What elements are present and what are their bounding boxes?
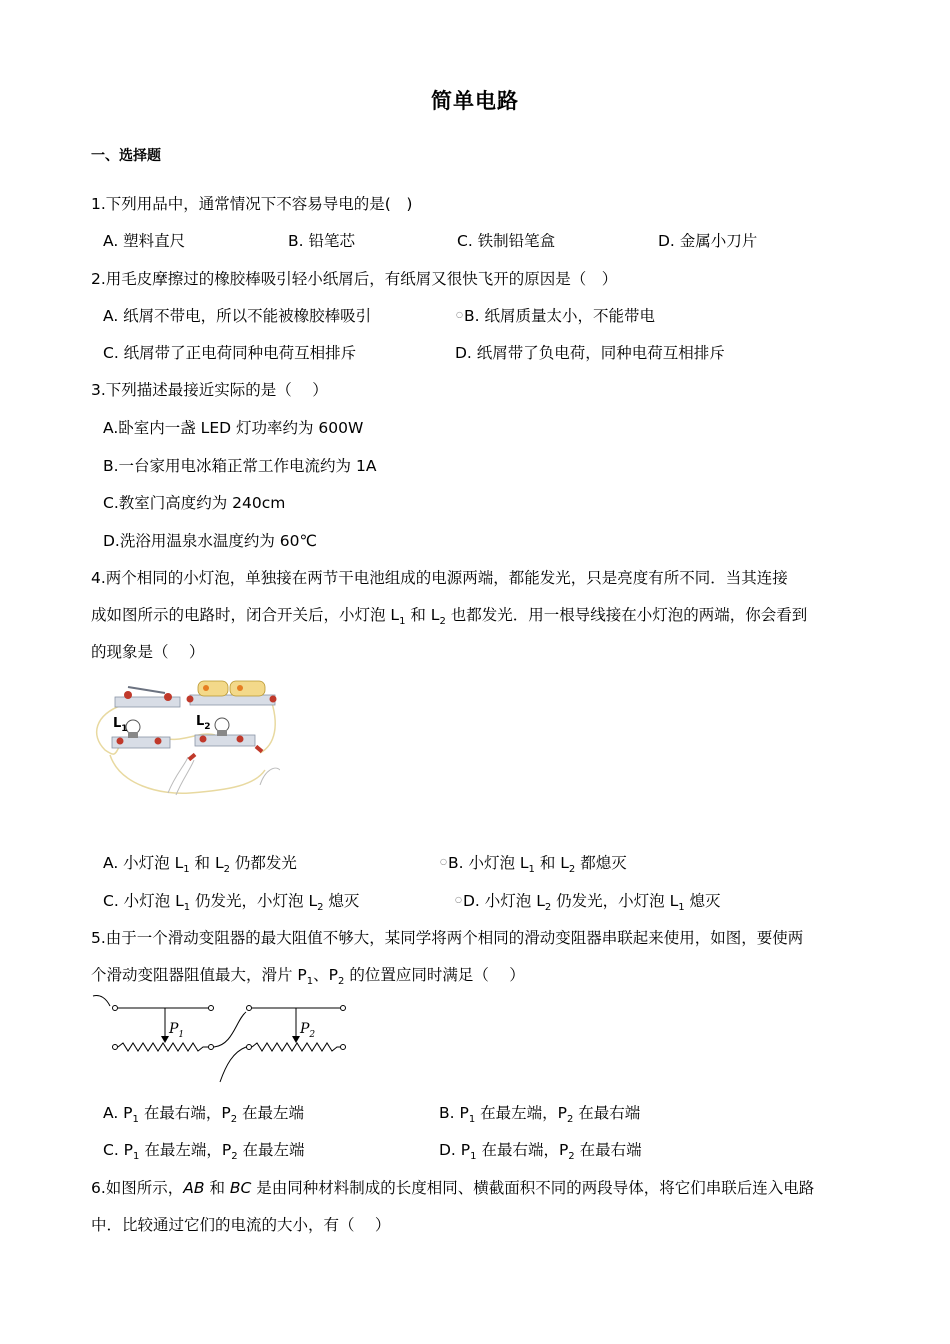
question-2-stem: 2.用毛皮摩擦过的橡胶棒吸引轻小纸屑后，有纸屑又很快飞开的原因是（ ） — [91, 270, 618, 288]
q6-and: 和 — [204, 1179, 230, 1197]
q4-b-mid: 和 L — [534, 854, 569, 872]
q6-ab: AB — [183, 1179, 205, 1197]
subscript: 1 — [678, 902, 685, 913]
q3-option-c: C.教室门高度约为 240cm — [103, 494, 286, 512]
q6-line1-post: 是由同种材料制成的长度相同、横截面积不同的两段导体，将它们串联后连入电路 — [251, 1179, 815, 1197]
fig-l2-sub: 2 — [204, 722, 211, 732]
subscript: 2 — [568, 1151, 575, 1162]
subscript: 2 — [338, 976, 345, 987]
fig-p2-letter: P — [300, 1021, 310, 1037]
q1-option-c: C. 铁制铅笔盒 — [457, 232, 556, 250]
fig-label-p2 — [299, 1021, 315, 1040]
q3-option-d: D.洗浴用温泉水温度约为 60℃ — [103, 532, 317, 550]
fig-l1-sub: 1 — [121, 724, 128, 734]
subscript: 2 — [231, 1151, 238, 1162]
q4-c-post: 熄灭 — [323, 892, 360, 910]
bullet-dot-icon: ○ — [440, 857, 447, 866]
q4-b-pre: B. 小灯泡 L — [447, 854, 529, 872]
q5-option-c — [103, 1138, 305, 1162]
q6-line1-pre: 6.如图所示， — [91, 1179, 184, 1197]
bullet-dot-icon: ○ — [456, 310, 463, 319]
q4-d-pre: D. 小灯泡 L — [462, 892, 545, 910]
q2-option-d: D. 纸屑带了负电荷，同种电荷互相排斥 — [455, 344, 725, 362]
question-1-stem: 1.下列用品中，通常情况下不容易导电的是( ) — [91, 195, 413, 213]
subscript: 1 — [399, 616, 406, 627]
subscript: 1 — [528, 864, 535, 875]
q2-option-b-text: B. 纸屑质量太小，不能带电 — [463, 307, 655, 325]
q4-c-mid: 仍发光，小灯泡 L — [190, 892, 318, 910]
fig-p1-sub: 1 — [178, 1030, 185, 1040]
question-4-line-1: 4.两个相同的小灯泡，单独接在两节干电池组成的电源两端，都能发光，只是亮度有所不同．当其连接 — [91, 569, 788, 587]
fig-l1-letter: L — [113, 716, 122, 731]
q5-a-mid: 在最右端，P — [138, 1104, 231, 1122]
q4-a-mid: 和 L — [189, 854, 224, 872]
q2-option-a: A. 纸屑不带电，所以不能被橡胶棒吸引 — [103, 307, 372, 325]
q4-d-post: 熄灭 — [684, 892, 721, 910]
q5-option-b — [439, 1101, 640, 1125]
q3-option-b: B.一台家用电冰箱正常工作电流约为 1A — [103, 457, 377, 475]
subscript: 1 — [132, 1114, 139, 1125]
q5-b-mid: 在最左端，P — [475, 1104, 567, 1122]
q5-option-d — [439, 1138, 642, 1162]
subscript: 1 — [306, 976, 314, 987]
fig-l2-letter: L — [196, 714, 205, 729]
section-heading: 一、选择题 — [91, 148, 161, 164]
subscript: 2 — [317, 902, 324, 913]
subscript: 1 — [183, 902, 191, 913]
q5-c-post: 在最左端 — [237, 1141, 305, 1159]
page-title: 简单电路 — [431, 89, 519, 113]
q4-c-pre: C. 小灯泡 L — [103, 892, 184, 910]
subscript: 2 — [568, 864, 576, 875]
q4-option-d — [455, 889, 721, 913]
q5-option-a — [103, 1101, 304, 1125]
bullet-dot-icon: ○ — [455, 895, 462, 904]
subscript: 2 — [230, 1114, 238, 1125]
q4-option-a — [103, 851, 297, 875]
question-5-line-1: 5.由于一个滑动变阻器的最大阻值不够大，某同学将两个相同的滑动变阻器串联起来使用，如图，要使两 — [91, 929, 804, 947]
q5-line2-post: 的位置应同时满足（ ） — [344, 966, 525, 984]
subscript: 2 — [223, 864, 230, 875]
subscript: 2 — [439, 616, 446, 627]
q6-bc: BC — [229, 1179, 252, 1197]
q5-b-pre: B. P — [439, 1104, 469, 1122]
subscript: 1 — [133, 1151, 140, 1162]
q5-d-mid: 在最右端，P — [476, 1141, 569, 1159]
q4-option-c — [103, 889, 359, 913]
subscript: 1 — [470, 1151, 477, 1162]
fig-label-l1 — [113, 716, 128, 734]
q3-option-a: A.卧室内一盏 LED 灯功率约为 600W — [103, 419, 364, 437]
subscript: 2 — [544, 902, 552, 913]
fig-label-l2 — [196, 714, 211, 732]
q4-line2-post: 也都发光．用一根导线接在小灯泡的两端，你会看到 — [445, 606, 808, 624]
question-6-line-2: 中．比较通过它们的电流的大小，有（ ） — [91, 1216, 391, 1234]
q2-option-b — [456, 304, 655, 326]
q1-option-b: B. 铅笔芯 — [288, 232, 355, 250]
q4-option-b — [440, 851, 627, 875]
question-5-line-2 — [91, 963, 525, 987]
q5-d-pre: D. P — [439, 1141, 471, 1159]
q4-d-mid: 仍发光，小灯泡 L — [551, 892, 679, 910]
q1-option-d: D. 金属小刀片 — [658, 232, 758, 250]
q4-a-post: 仍都发光 — [230, 854, 297, 872]
subscript: 1 — [183, 864, 190, 875]
q5-a-post: 在最左端 — [237, 1104, 305, 1122]
q5-d-post: 在最右端 — [574, 1141, 642, 1159]
question-4-line-3: 的现象是（ ） — [91, 643, 205, 661]
q5-c-pre: C. P — [103, 1141, 134, 1159]
question-4-line-2 — [91, 603, 807, 627]
q5-c-mid: 在最左端，P — [139, 1141, 232, 1159]
q4-a-pre: A. 小灯泡 L — [103, 854, 184, 872]
subscript: 1 — [468, 1114, 476, 1125]
question-3-stem: 3.下列描述最接近实际的是（ ） — [91, 381, 328, 399]
q4-line2-pre: 成如图所示的电路时，闭合开关后，小灯泡 L — [91, 606, 400, 624]
q2-option-c: C. 纸屑带了正电荷同种电荷互相排斥 — [103, 344, 357, 362]
question-6-line-1 — [91, 1176, 814, 1198]
circuit-figure — [90, 675, 280, 800]
q5-b-post: 在最右端 — [573, 1104, 641, 1122]
q5-line2-mid: 、P — [313, 966, 339, 984]
fig-p2-sub: 2 — [309, 1030, 316, 1040]
subscript: 2 — [567, 1114, 574, 1125]
q4-line2-mid: 和 L — [405, 606, 440, 624]
fig-p1-letter: P — [169, 1021, 179, 1037]
fig-label-p1 — [168, 1021, 184, 1040]
rheostat-figure — [88, 990, 353, 1088]
q1-option-a: A. 塑料直尺 — [103, 232, 186, 250]
q4-b-post: 都熄灭 — [575, 854, 627, 872]
q5-a-pre: A. P — [103, 1104, 133, 1122]
q5-line2-pre: 个滑动变阻器阻值最大，滑片 P — [91, 966, 307, 984]
